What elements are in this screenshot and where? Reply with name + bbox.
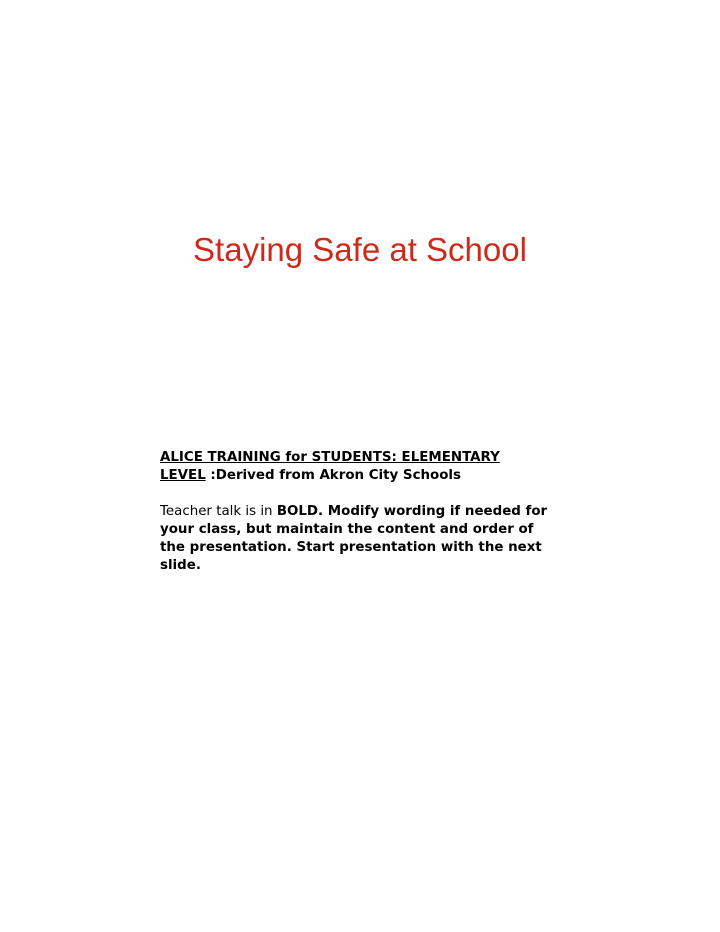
heading-source: :Derived from Akron City Schools	[205, 468, 461, 483]
document-title: Staying Safe at School	[193, 231, 527, 268]
heading-level: LEVEL	[160, 468, 206, 483]
paragraph-spacer	[160, 485, 560, 503]
teacher-notes	[160, 449, 560, 575]
heading-line1: ALICE TRAINING for STUDENTS: ELEMENTARY	[160, 450, 500, 465]
instructions-intro: Teacher talk is in	[160, 504, 277, 519]
notes-heading	[160, 449, 560, 485]
instructions-bold: BOLD. Modify wording if needed for your class, but maintain the content and order of the presentation. Start presentation with the next slide.	[160, 504, 548, 573]
instructions-paragraph	[160, 503, 560, 575]
